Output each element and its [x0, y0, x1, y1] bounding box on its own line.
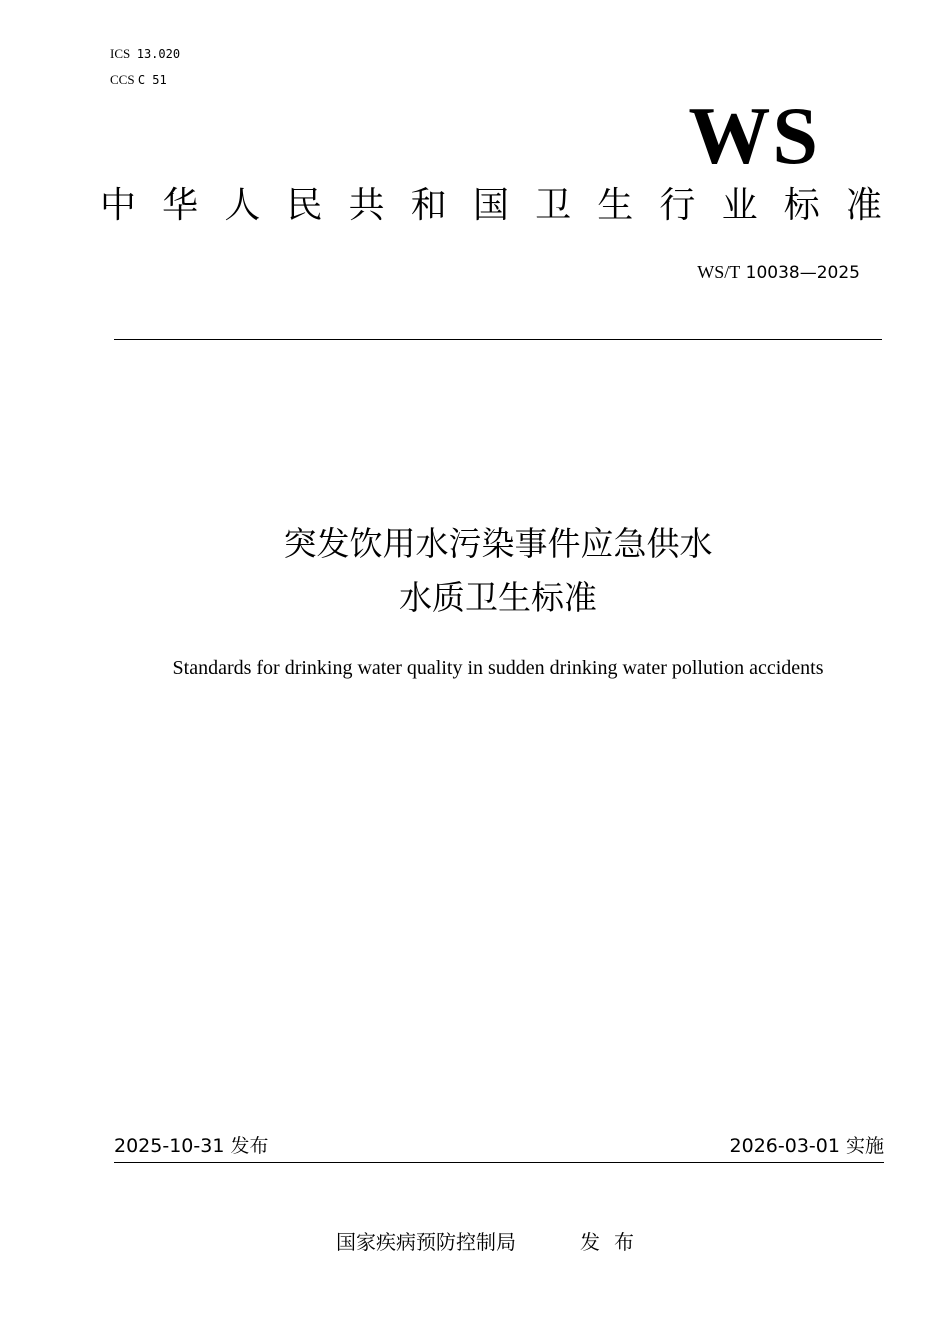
ics-code: 13.020 [136, 47, 181, 61]
title-cn-line2: 水质卫生标准 [399, 578, 597, 617]
effective-date-label: 实施 [845, 1135, 884, 1157]
issuer-name: 国家疾病预防控制局 [336, 1230, 516, 1254]
issuer-action: 发布 [580, 1230, 648, 1254]
standard-class-char: 准 [845, 185, 882, 226]
title-cn-line1: 突发饮用水污染事件应急供水 [283, 524, 713, 563]
publish-date [114, 1134, 268, 1158]
ics-line [110, 46, 180, 62]
standard-class-char: 生 [597, 185, 634, 226]
ccs-label: CCS [110, 72, 135, 87]
publish-date-value: 2025-10-31 [114, 1135, 225, 1157]
effective-date-value: 2026-03-01 [729, 1135, 840, 1157]
standard-class-title [100, 180, 882, 232]
standard-number [560, 262, 860, 283]
standard-class-char: 国 [472, 185, 509, 226]
ws-logo: WS [688, 90, 820, 181]
header-divider [114, 339, 882, 340]
standard-number-value: 10038—2025 [745, 263, 860, 283]
standard-number-prefix: WS/T [697, 262, 741, 282]
standard-class-char: 卫 [535, 185, 572, 226]
standard-class-char: 人 [224, 185, 261, 226]
standard-class-char: 民 [286, 185, 323, 226]
footer-divider [114, 1162, 884, 1163]
standard-class-char: 行 [659, 185, 696, 226]
ccs-line [110, 72, 167, 88]
title-en: Standards for drinking water quality in sudden drinking water pollution accidents [172, 657, 824, 679]
effective-date [600, 1134, 884, 1158]
ccs-code: C 51 [137, 73, 167, 87]
standard-class-char: 共 [348, 185, 385, 226]
standard-class-char: 业 [721, 185, 758, 226]
standard-class-char: 中 [100, 185, 137, 226]
ics-label: ICS [110, 46, 131, 61]
standard-class-char: 和 [410, 185, 447, 226]
publish-date-label: 发布 [230, 1135, 269, 1157]
standard-class-char: 标 [783, 185, 820, 226]
standard-class-char: 华 [162, 185, 199, 226]
